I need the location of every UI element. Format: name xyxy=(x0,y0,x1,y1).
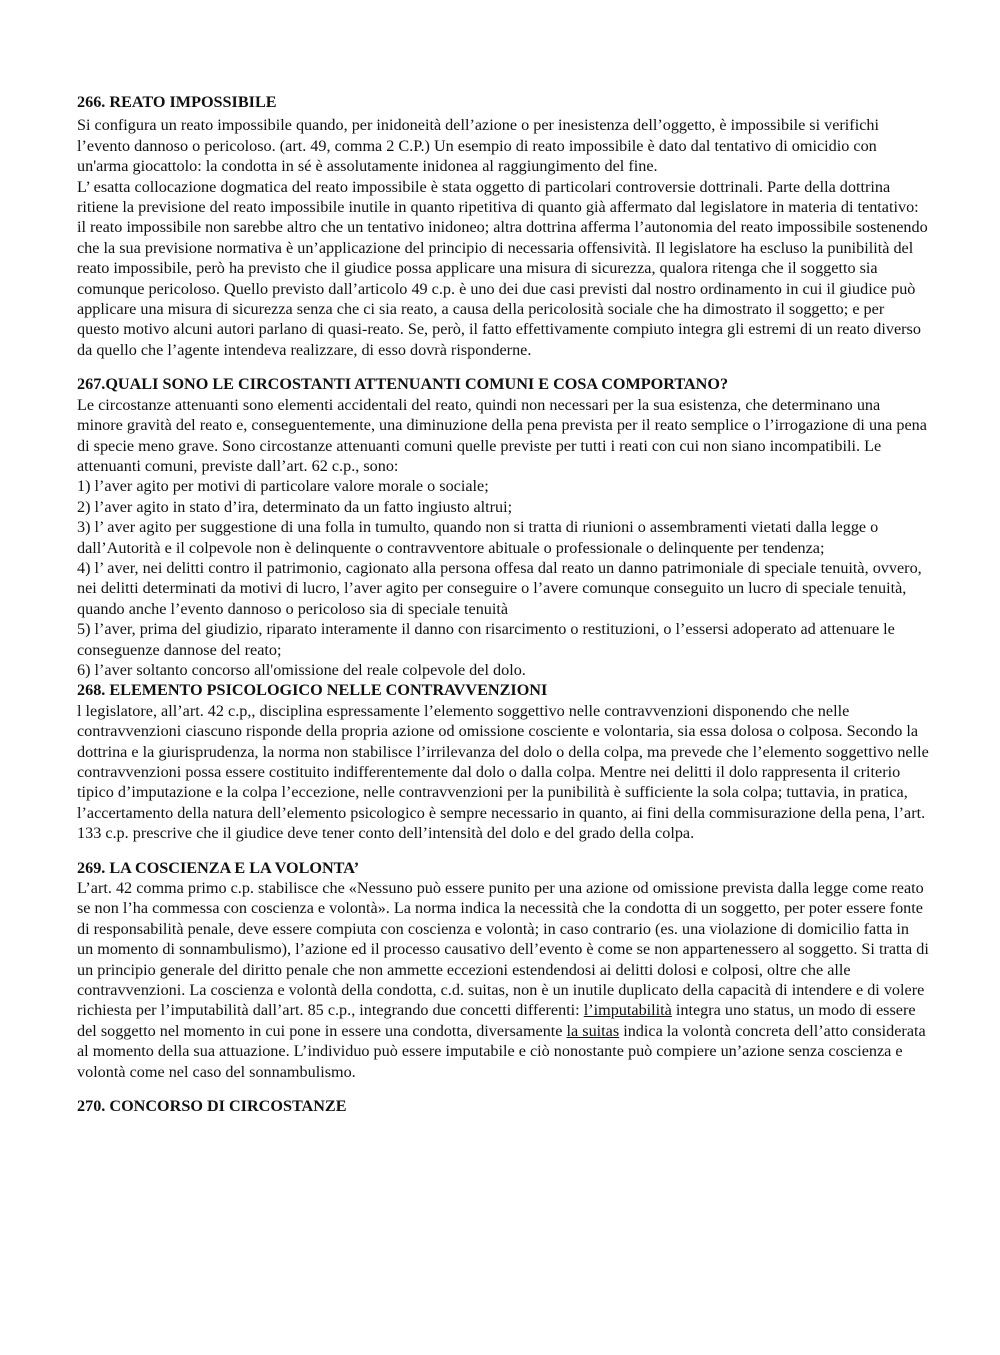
section-268 xyxy=(77,680,929,843)
spacer xyxy=(77,360,929,374)
underlined-term-suitas: la suitas xyxy=(566,1021,620,1040)
list-item: 4) l’ aver, nei delitti contro il patrimonio, cagionato alla persona offesa dal reato un danno patrimoniale di speciale tenuità, ovvero, nei delitti determinati da motivi di lucro, l’aver agito per conseguire o l’avere comunque conseguito un lucro di speciale tenuità, quando anche l’evento dannoso o pericoloso sia di speciale tenuità xyxy=(77,558,922,618)
section-heading: 270. CONCORSO DI CIRCOSTANZE xyxy=(77,1097,347,1116)
list-item: 3) l’ aver agito per suggestione di una folla in tumulto, quando non si tratta di riunioni o assembramenti vietati dalla legge o dall’Autorità e il colpevole non è delinquente o contravventore abituale o professionale o delinquente per tendenza; xyxy=(77,518,879,557)
list-item: 2) l’aver agito in stato d’ira, determinato da un fatto ingiusto altrui; xyxy=(77,497,513,516)
paragraph: Si configura un reato impossibile quando, per inidoneità dell’azione o per inesistenza dell’oggetto, è impossibile si verifichi l’evento dannoso o pericoloso. (art. 49, comma 2 C.P.) Un esempio di reato impossibile è dato dal tentativo di omicidio con un'arma giocattolo: la condotta in sé è assolutamente inidonea al raggiungimento del fine. xyxy=(77,116,879,176)
section-266 xyxy=(77,92,929,360)
paragraph: L’ esatta collocazione dogmatica del reato impossibile è stata oggetto di particolari controversie dottrinali. Parte della dottrina ritiene la previsione del reato impossibile inutile in quanto ripetitiva di quanto già affermato dal legislatore in materia di tentativo: il reato impossibile non sarebbe altro che un tentativo inidoneo; altra dottrina afferma l’autonomia del reato impossibile sostenendo che la sua previsione normativa è un’applicazione del principio di necessaria offensività. Il legislatore ha escluso la punibilità del reato impossibile, però ha previsto che il giudice possa applicare una misura di sicurezza, qualora ritenga che il soggetto sia comunque pericoloso. Quello previsto dall’articolo 49 c.p. è uno dei due casi previsti dal nostro ordinamento in cui il giudice può applicare una misura di sicurezza senza che ci sia reato, a causa della pericolosità sociale che ha dimostrato il soggetto; e per questo motivo alcuni autori parlano di quasi-reato. Se, però, il fatto effettivamente compiuto integra gli estremi di un reato diverso da quello che l’agente intendeva realizzare, di esso dovrà risponderne. xyxy=(77,177,928,359)
list-item: 1) l’aver agito per motivi di particolare valore morale o sociale; xyxy=(77,477,489,496)
spacer xyxy=(77,844,929,858)
section-heading: 268. ELEMENTO PSICOLOGICO NELLE CONTRAVVENZIONI xyxy=(77,681,548,700)
section-heading: 266. REATO IMPOSSIBILE xyxy=(77,93,277,111)
paragraph-text: integra uno status, un modo di essere del soggetto nel momento in cui pone in essere una condotta, diversamente xyxy=(77,1001,916,1040)
list-item: 5) l’aver, prima del giudizio, riparato interamente il danno con risarcimento o restituzioni, o l’essersi adoperato ad attenuare le conseguenze dannose del reato; xyxy=(77,620,895,659)
document-page xyxy=(77,92,929,1117)
list-item: 6) l’aver soltanto concorso all'omissione del reale colpevole del dolo. xyxy=(77,660,526,679)
section-heading: 267.QUALI SONO LE CIRCOSTANTI ATTENUANTI COMUNI E COSA COMPORTANO? xyxy=(77,375,729,394)
section-270 xyxy=(77,1096,929,1116)
section-heading: 269. LA COSCIENZA E LA VOLONTA’ xyxy=(77,858,360,877)
underlined-term-imputabilita: l’imputabilità xyxy=(583,1001,672,1020)
paragraph-text: L’art. 42 comma primo c.p. stabilisce che «Nessuno può essere punito per una azione od omissione prevista dalla legge come reato se non l’ha commessa con coscienza e volontà». La norma indica la necessità che la condotta di un soggetto, per poter essere fonte di responsabilità penale, deve essere compiuta con coscienza e volontà; in caso contrario (es. una violazione di domicilio fatta in un momento di sonnambulismo), l’azione ed il processo causativo dell’evento è come se non appartenessero al soggetto. Si tratta di un principio generale del diritto penale che non ammette eccezioni estendendosi ai delitti dolosi e colposi, oltre che alle contravvenzioni. La coscienza e volontà della condotta, c.d. suitas, non è un inutile duplicato della capacità di intendere e di volere richiesta per l’imputabilità dall’art. 85 c.p., integrando due concetti differenti: xyxy=(77,879,929,1020)
section-267 xyxy=(77,374,929,680)
spacer xyxy=(77,1082,929,1096)
paragraph: Le circostanze attenuanti sono elementi accidentali del reato, quindi non necessari per la sua esistenza, che determinano una minore gravità del reato e, conseguentemente, una diminuzione della pena prevista per il reato semplice o l’irrogazione di una pena di specie meno grave. Sono circostanze attenuanti comuni quelle previste per tutti i reati con cui non siano incompatibili. Le attenuanti comuni, previste dall’art. 62 c.p., sono: xyxy=(77,395,927,475)
paragraph-text: indica la volontà concreta dell’atto considerata al momento della sua attuazione. L’individuo può essere imputabile e ciò nonostante può compiere un’azione senza coscienza e volontà come nel caso del sonnambulismo. xyxy=(77,1021,926,1081)
paragraph xyxy=(77,878,929,1082)
paragraph: l legislatore, all’art. 42 c.p,, disciplina espressamente l’elemento soggettivo nelle contravvenzioni disponendo che nelle contravvenzioni ciascuno risponde della propria azione od omissione cosciente e volontaria, sia essa dolosa o colposa. Secondo la dottrina e la giurisprudenza, la norma non stabilisce l’irrilevanza del dolo o della colpa, ma prevede che l’elemento soggettivo nelle contravvenzioni possa essere costituito indifferentemente dal dolo o dalla colpa. Mentre nei delitti il dolo rappresenta il criterio tipico d’imputazione e la colpa l’eccezione, nelle contravvenzioni per la punibilità è sufficiente la sola colpa; tuttavia, in pratica, l’accertamento della natura dell’elemento psicologico è sempre necessario in quanto, ai fini della commisurazione della pena, l’art. 133 c.p. prescrive che il giudice deve tener conto dell’intensità del dolo e del grado della colpa. xyxy=(77,701,929,843)
section-269 xyxy=(77,858,929,1082)
